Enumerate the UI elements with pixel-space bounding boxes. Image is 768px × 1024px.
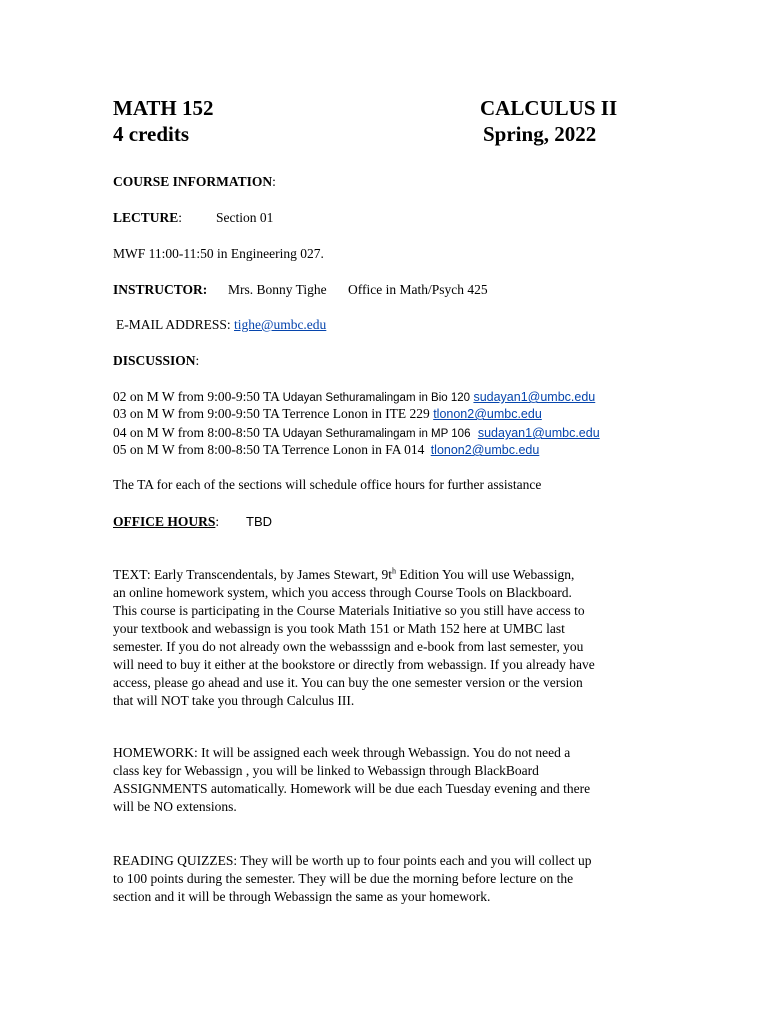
- lecture-label: LECTURE: [113, 210, 179, 225]
- homework-line: class key for Webassign , you will be linked to Webassign through BlackBoard: [113, 763, 539, 778]
- text-line: your textbook and webassign is you took Math 151 or Math 152 here at UMBC last: [113, 621, 565, 636]
- course-credits: 4 credits: [113, 122, 190, 146]
- discussion-row: [113, 442, 539, 458]
- discussion-row: [113, 406, 542, 422]
- discussion-row-ta: Udayan Sethuramalingam: [282, 392, 416, 404]
- instructor-name: Mrs. Bonny Tighe: [228, 282, 327, 297]
- reading-quizzes-line: to 100 points during the semester. They will be due the morning before lecture on the: [113, 871, 574, 886]
- text-line: [113, 566, 653, 584]
- discussion-row-email[interactable]: sudayan1@umbc.edu: [473, 390, 596, 404]
- discussion-colon: :: [195, 353, 200, 368]
- text-line: This course is participating in the Course Materials Initiative so you still have access to: [113, 603, 585, 618]
- homework-paragraph: [113, 744, 653, 816]
- discussion-row-prefix: 04 on M W from 8:00-8:50 TA: [113, 425, 280, 440]
- discussion-row-prefix: 03 on M W from 9:00-9:50 TA Terrence Lonon in ITE 229: [113, 406, 430, 421]
- reading-quizzes-line: section and it will be through Webassign the same as your homework.: [113, 889, 491, 904]
- course-info-label: COURSE INFORMATION: [113, 174, 273, 189]
- homework-line: will be NO extensions.: [113, 799, 237, 814]
- course-code: MATH 152: [113, 96, 214, 120]
- discussion-note: The TA for each of the sections will schedule office hours for further assistance: [113, 477, 542, 492]
- lecture-schedule: MWF 11:00-11:50 in Engineering 027.: [113, 246, 324, 261]
- discussion-label: DISCUSSION: [113, 353, 196, 368]
- instructor-label: INSTRUCTOR:: [113, 282, 208, 297]
- discussion-row: [113, 389, 595, 405]
- text-line: that will NOT take you through Calculus III.: [113, 693, 355, 708]
- lecture-section: Section 01: [216, 210, 274, 225]
- text-line: semester. If you do not already own the webasssign and e-book from last semester, you: [113, 639, 584, 654]
- text-line-part: TEXT: Early Transcendentals, by James Stewart, 9t: [113, 567, 393, 582]
- text-line-part: Edition You will use Webassign,: [396, 567, 575, 582]
- discussion-row: [113, 425, 600, 441]
- discussion-row-room: in Bio 120: [418, 392, 471, 404]
- office-hours-colon: :: [215, 514, 220, 529]
- instructor-office: Office in Math/Psych 425: [348, 282, 488, 297]
- office-hours-line: [113, 514, 219, 530]
- instructor-email-link[interactable]: tighe@umbc.edu: [234, 317, 327, 332]
- course-info-heading: [113, 174, 276, 190]
- discussion-row-email[interactable]: tlonon2@umbc.edu: [430, 443, 540, 457]
- discussion-row-email[interactable]: tlonon2@umbc.edu: [433, 407, 542, 421]
- course-info-colon: :: [272, 174, 276, 189]
- course-title: CALCULUS II: [480, 96, 618, 120]
- course-term: Spring, 2022: [483, 122, 597, 146]
- email-label: E-MAIL ADDRESS:: [116, 317, 231, 332]
- text-line: access, please go ahead and use it. You can buy the one semester version or the version: [113, 675, 583, 690]
- discussion-row-prefix: 05 on M W from 8:00-8:50 TA Terrence Lonon in FA 014: [113, 442, 425, 457]
- discussion-row-prefix: 02 on M W from 9:00-9:50 TA: [113, 389, 280, 404]
- discussion-row-ta: Udayan Sethuramalingam: [282, 428, 416, 440]
- reading-quizzes-paragraph: [113, 852, 653, 906]
- lecture-heading: [113, 210, 182, 226]
- homework-line: HOMEWORK: It will be assigned each week through Webassign. You do not need a: [113, 745, 571, 760]
- office-hours-value: TBD: [246, 514, 272, 529]
- text-paragraph: [113, 566, 653, 710]
- text-line: an online homework system, which you access through Course Tools on Blackboard.: [113, 585, 572, 600]
- discussion-row-email[interactable]: sudayan1@umbc.edu: [477, 426, 600, 440]
- office-hours-label: OFFICE HOURS: [113, 514, 216, 529]
- discussion-heading: [113, 353, 199, 369]
- instructor-email-line: [116, 317, 326, 333]
- homework-line: ASSIGNMENTS automatically. Homework will be due each Tuesday evening and there: [113, 781, 591, 796]
- lecture-colon: :: [178, 210, 183, 225]
- reading-quizzes-line: READING QUIZZES: They will be worth up to four points each and you will collect up: [113, 853, 592, 868]
- discussion-row-room: in MP 106: [418, 428, 471, 440]
- text-line: will need to buy it either at the bookstore or directly from webassign. If you already have: [113, 657, 595, 672]
- text-superscript: h: [392, 566, 397, 576]
